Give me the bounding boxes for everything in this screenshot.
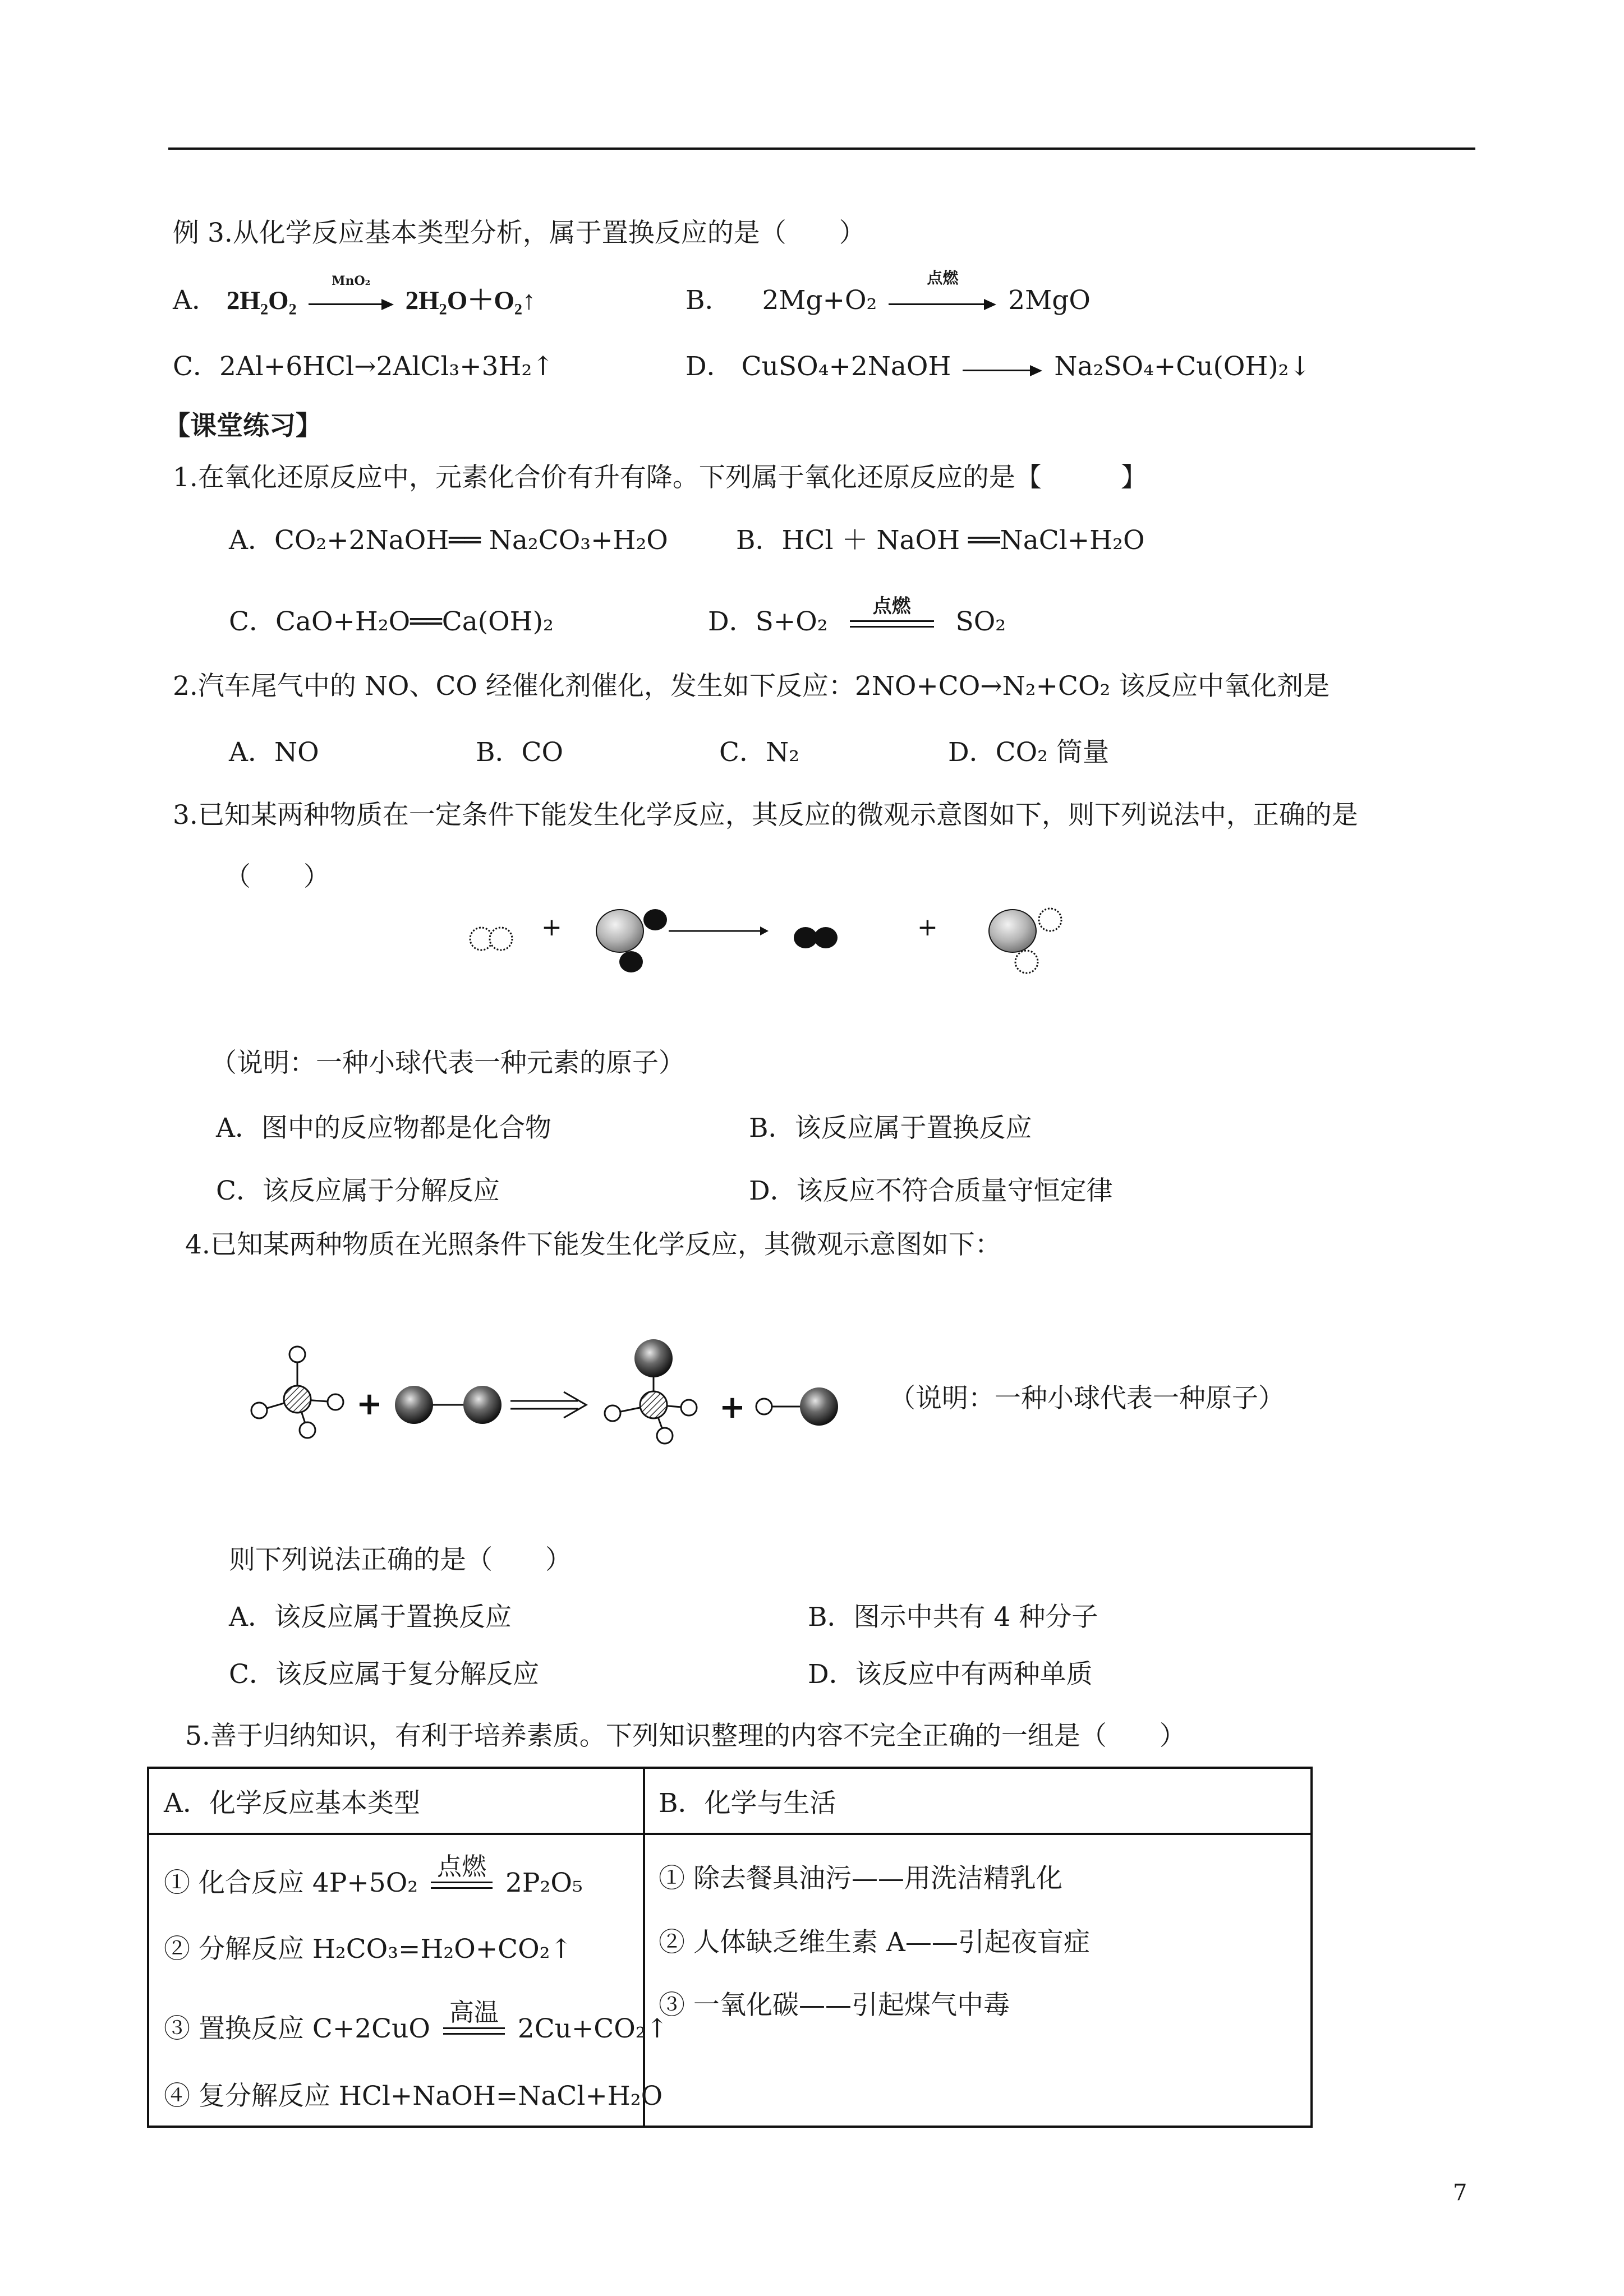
header-rule (168, 147, 1475, 150)
equation-right: 2P₂O₅ (505, 1868, 583, 1898)
question3-note: （说明：一种小球代表一种元素的原子） (210, 1048, 685, 1078)
question4-stem: 4.已知某两种物质在光照条件下能发生化学反应，其微观示意图如下： (185, 1229, 1001, 1260)
product: SO₂ (955, 606, 1006, 637)
question4-option-a: A．该反应属于置换反应 (229, 1602, 512, 1633)
reaction-arrow (510, 1392, 586, 1418)
example3-stem: 例 3.从化学反应基本类型分析，属于置换反应的是（ ） (173, 218, 866, 248)
chlorine-molecule (395, 1386, 502, 1424)
product: 2MgO (1008, 285, 1091, 316)
question3-option-d: D．该反应不符合质量守恒定律 (749, 1175, 1113, 1206)
question1-option-b: B．HCl ＋ NaOH ══NaCl+H₂O (736, 525, 1145, 556)
reactant1-molecule (470, 928, 512, 950)
question2-option-a: A．NO (229, 737, 319, 768)
hydrogen-chloride-molecule (756, 1387, 838, 1426)
equal-sign (443, 1998, 505, 2035)
question4-reaction-diagram (236, 1329, 875, 1469)
question4-option-d: D．该反应中有两种单质 (808, 1659, 1093, 1690)
question2-option-c: C．N₂ (719, 737, 799, 768)
reaction-arrow (889, 268, 996, 316)
question4-option-b: B．图示中共有 4 种分子 (808, 1602, 1098, 1633)
arrow-condition: MnO₂ (332, 273, 371, 288)
question1-option-d (708, 594, 1006, 637)
question4-note: （说明：一种小球代表一种原子） (889, 1383, 1285, 1414)
reactant: 2Mg+O₂ (762, 285, 877, 316)
question5-stem: 5.善于归纳知识，有利于培养素质。下列知识整理的内容不完全正确的一组是（ ） (185, 1721, 1186, 1751)
option-label: A． (173, 285, 218, 316)
plus-sign: + (541, 913, 562, 942)
equation-left: ③ 置换反应 C+2CuO (164, 2013, 430, 2044)
equal-sign (850, 594, 934, 628)
question4-ask: 则下列说法正确的是（ ） (229, 1545, 572, 1575)
question2-stem: 2.汽车尾气中的 NO、CO 经催化剂催化，发生如下反应：2NO+CO→N₂+CO₂ 该反应中氧化剂是 (173, 671, 1330, 702)
equal-condition: 点燃 (872, 594, 911, 617)
equation-left: ① 化合反应 4P+5O₂ (164, 1868, 418, 1898)
practice-heading: 【课堂练习】 (164, 411, 322, 441)
plus-sign: + (356, 1386, 383, 1422)
arrow-condition: 点燃 (927, 268, 959, 287)
example3-option-a (173, 273, 536, 316)
reaction-arrow (963, 356, 1042, 382)
example3-option-d (686, 353, 1311, 382)
question4-option-c: C．该反应属于复分解反应 (229, 1659, 539, 1690)
table-a-item2: ② 分解反应 H₂CO₃=H₂O+CO₂↑ (164, 1934, 572, 1965)
table-header-b: B．化学与生活 (659, 1788, 836, 1819)
question3-stem: 3.已知某两种物质在一定条件下能发生化学反应，其反应的微观示意图如下，则下列说法中，正确的是 (173, 800, 1358, 831)
product1-molecule (794, 927, 838, 948)
question3-option-a: A．图中的反应物都是化合物 (216, 1113, 551, 1144)
product: Na₂SO₄+Cu(OH)₂↓ (1054, 351, 1311, 382)
question1-option-c: C．CaO+H₂O══Ca(OH)₂ (229, 606, 554, 637)
reactant: D．S+O₂ (708, 606, 828, 637)
question2-option-b: B．CO (476, 737, 564, 768)
reactant: 2H₂O₂ (226, 286, 297, 315)
methane-molecule (251, 1347, 343, 1438)
option-label: B． (686, 285, 732, 316)
table-header-a: A．化学反应基本类型 (164, 1788, 420, 1819)
table-b-item3: ③ 一氧化碳——引起煤气中毒 (659, 1990, 1010, 2021)
question3-paren: （ ） (224, 861, 330, 892)
reaction-arrow (309, 273, 394, 316)
table-b-item1: ① 除去餐具油污——用洗洁精乳化 (659, 1863, 1062, 1894)
product: 2H₂O＋O₂↑ (405, 286, 536, 315)
equation-right: 2Cu+CO₂↑ (517, 2013, 669, 2044)
equal-sign (431, 1852, 493, 1889)
chloromethane-molecule (605, 1339, 697, 1444)
question3-option-b: B．该反应属于置换反应 (749, 1113, 1032, 1144)
product2-molecule (989, 909, 1061, 973)
question3-reaction-diagram (449, 892, 1094, 1009)
example3-option-c: C．2Al+6HCl→2AlCl₃+3H₂↑ (173, 351, 554, 382)
plus-sign: + (719, 1389, 746, 1426)
question1-stem: 1.在氧化还原反应中，元素化合价有升有降。下列属于氧化还原反应的是【 】 (173, 462, 1147, 493)
table-a-item4: ④ 复分解反应 HCl+NaOH=NaCl+H₂O (164, 2081, 663, 2111)
question5-table (147, 1767, 1313, 2128)
table-a-item3 (164, 1998, 669, 2044)
option-label: D． (686, 351, 733, 382)
question2-option-d: D．CO₂ 筒量 (948, 737, 1109, 768)
reactant: CuSO₄+2NaOH (741, 351, 951, 382)
question1-option-a: A．CO₂+2NaOH══ Na₂CO₃+H₂O (229, 525, 668, 556)
example3-option-b (686, 268, 1091, 316)
table-a-item1 (164, 1852, 583, 1898)
equal-condition: 点燃 (437, 1852, 487, 1881)
question3-option-c: C．该反应属于分解反应 (216, 1175, 500, 1206)
reactant2-molecule (596, 909, 667, 972)
equal-condition: 高温 (449, 1998, 499, 2027)
table-b-item2: ② 人体缺乏维生素 A——引起夜盲症 (659, 1927, 1090, 1958)
reaction-arrow (669, 926, 769, 935)
page-number: 7 (1453, 2180, 1467, 2206)
plus-sign: + (917, 913, 938, 942)
